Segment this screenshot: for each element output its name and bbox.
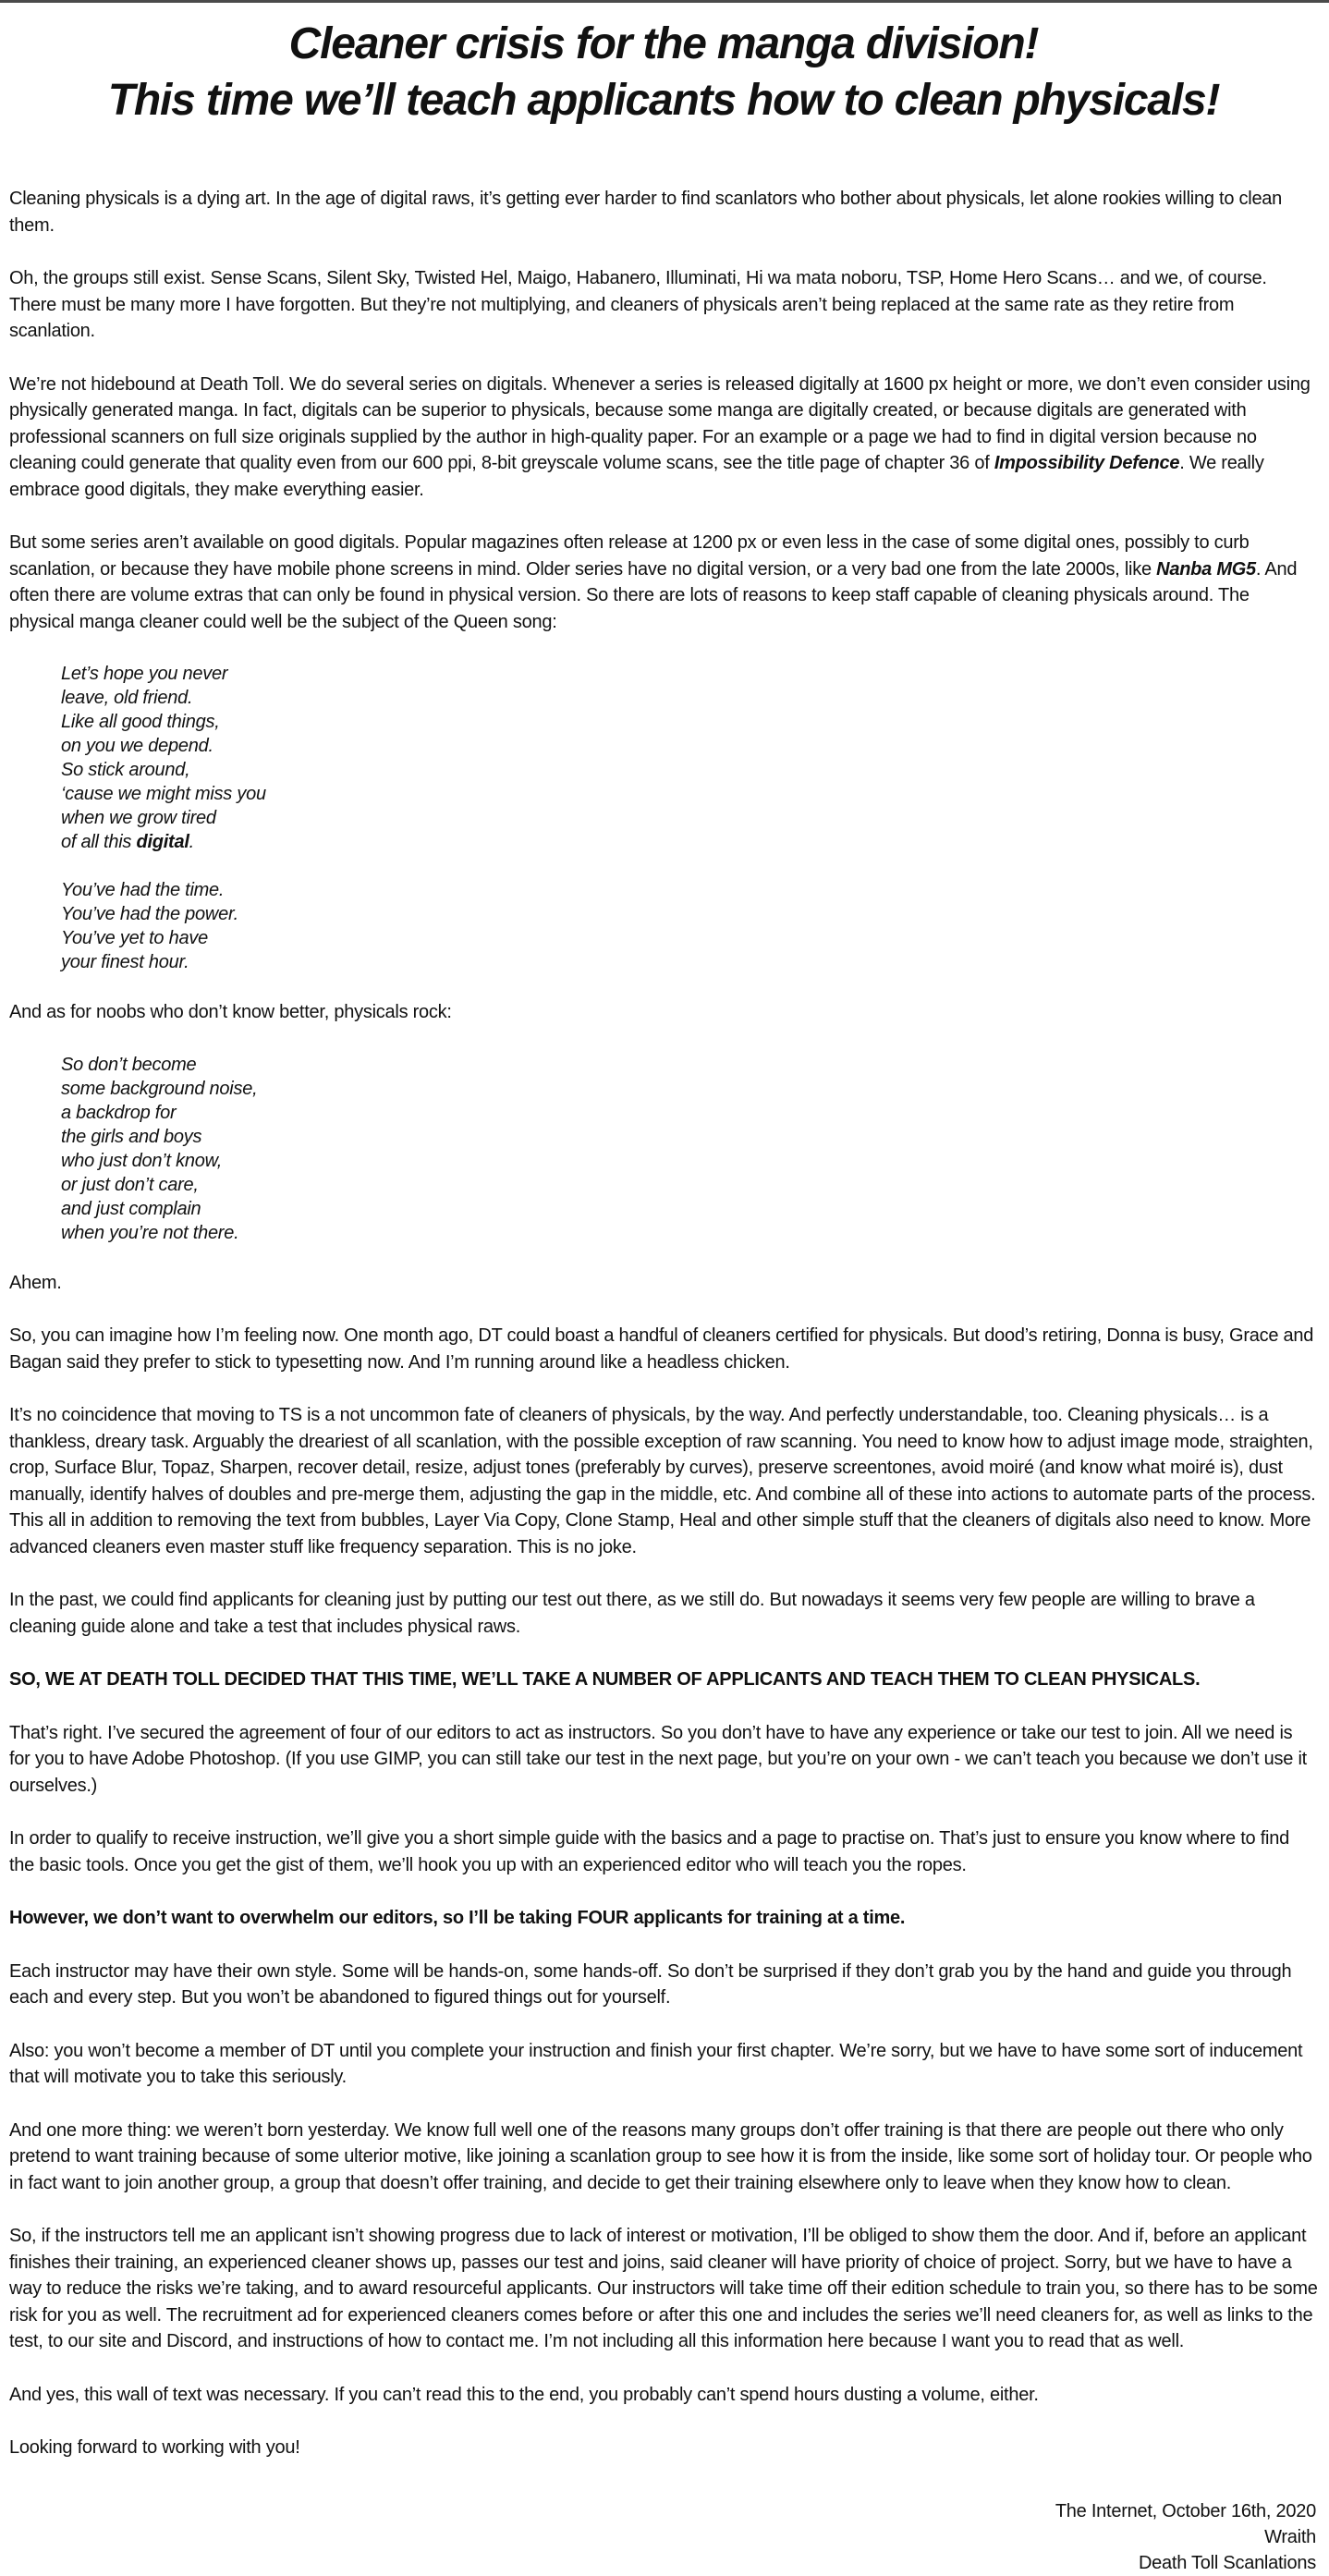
para-text: . We really embrace good digitals, they make everything easier.: [9, 453, 1264, 500]
queen-song-quote-1: [61, 662, 1318, 974]
poem-line: a backdrop for: [61, 1102, 177, 1123]
para-ahem: Ahem.: [9, 1272, 62, 1293]
para-text: We’re not hidebound at Death Toll. We do several series on digitals. Whenever a series is released digitally at 1600 px height or more, we don’t even consider using physically generated manga. In fact, digitals can be superior to physicals, because some manga are digitally created, or because digitals are generated with professional scanners on full size originals supplied by the author in high-quality paper. For an example or a page we had to find in digital version because no cleaning could generate that quality even from our 600 ppi, 8-bit greyscale volume scans, see the title page of chapter 36 of: [9, 373, 1311, 473]
page-title-line-1: Cleaner crisis for the manga division!: [288, 19, 1039, 68]
queen-song-quote-2: [61, 1053, 1318, 1245]
para-qualify-guide: In order to qualify to receive instruction, we’ll give you a short simple guide with the basics and a page to practise on. That’s just to ensure you know where to find the basic tools. Once you get the gist of them, we’ll hook you up with an experienced editor who will teach you the ropes.: [9, 1828, 1289, 1875]
emphasis-digital: digital: [136, 832, 189, 852]
document-page: [0, 3, 1329, 2576]
poem-text: .: [189, 832, 194, 852]
page-title: [9, 16, 1318, 128]
poem-line: You’ve had the time.: [61, 880, 225, 900]
series-title-impossibility-defence: Impossibility Defence: [994, 453, 1180, 473]
poem-line: Let’s hope you never: [61, 664, 228, 684]
poem-line: You’ve yet to have: [61, 928, 208, 948]
para-instructor-style: Each instructor may have their own style. Some will be hands-on, some hands-off. So don’t be surprised if they don’t grab you by the hand and guide you through each and every step. But you won’t be abandoned to figured things out for yourself.: [9, 1960, 1292, 2008]
poem-stanza: [61, 878, 1318, 974]
para-cleaning-skills: It’s no coincidence that moving to TS is a not uncommon fate of cleaners of physicals, by the way. And perfectly understandable, too. Cleaning physicals… is a thankless, dreary task. Arguably the dreariest of all scanlation, with the possible exception of raw scanning. You need to know how to adjust image mode, straighten, crop, Surface Blur, Topaz, Sharpen, recover detail, resize, adjust tones (preferably by curves), preserve screentones, avoid moiré (and know what moiré is), dust manually, identify halves of doubles and pre-merge them, adjusting the gap in the middle, etc. And combine all of these into actions to automate parts of the process. This all in addition to removing the text from bubbles, Layer Via Copy, Clone Stamp, Heal and other simple stuff that the cleaners of digitals also need to know. More advanced cleaners even master stuff like frequency separation. This is no joke.: [9, 1405, 1316, 1557]
poem-stanza: [61, 1053, 1318, 1245]
signature-block: [9, 2498, 1318, 2576]
announcement-teach-physicals: SO, WE AT DEATH TOLL DECIDED THAT THIS TIME, WE’LL TAKE A NUMBER OF APPLICANTS AND TEACH THEM TO CLEAN PHYSICALS.: [9, 1669, 1201, 1690]
poem-line: who just don’t know,: [61, 1150, 222, 1171]
para-text: . And often there are volume extras that can only be found in physical version. So there are lots of reasons to keep staff capable of cleaning physicals around. The physical manga cleaner could well be the subject of the Queen song:: [9, 558, 1298, 632]
poem-line: Like all good things,: [61, 712, 220, 732]
series-title-nanba-mg5: Nanba MG5: [1156, 558, 1256, 580]
para-groups-exist: Oh, the groups still exist. Sense Scans, Silent Sky, Twisted Hel, Maigo, Habanero, Illuminati, Hi wa mata noboru, TSP, Home Hero Scans… and we, of course. There must be many more I have forgotten. But they’re not multiplying, and cleaners of physicals aren’t being replaced at the same rate as they retire from scanlation.: [9, 268, 1267, 341]
poem-line: leave, old friend.: [61, 688, 193, 708]
poem-line: So don’t become: [61, 1054, 197, 1075]
page-title-line-2: This time we’ll teach applicants how to clean physicals!: [107, 76, 1220, 125]
poem-line: your finest hour.: [61, 952, 189, 972]
para-text: But some series aren’t available on good digitals. Popular magazines often release at 1200 px or even less in the case of some digital ones, possibly to curb scanlation, or because they have mobile phone screens in mind. Older series have no digital version, or a very bad one from the late 2000s, like: [9, 532, 1250, 580]
para-ulterior-motives: And one more thing: we weren’t born yesterday. We know full well one of the reasons many groups don’t offer training is that there are people out there who only pretend to want training because of some ulterior motive, like joining a scanlation group to see how it is from the inside, like some sort of holiday tour. Or people who in fact want to join another group, a group that doesn’t offer training, and decide to get their training elsewhere only to leave when they know how to clean.: [9, 2119, 1312, 2193]
poem-line: on you we depend.: [61, 736, 213, 756]
para-death-toll-digitals: [9, 372, 1318, 504]
signature-author: Wraith: [1264, 2526, 1316, 2547]
para-noobs-intro: And as for noobs who don’t know better, physicals rock:: [9, 1002, 452, 1022]
para-good-digitals-unavailable: [9, 530, 1318, 635]
poem-line: some background noise,: [61, 1078, 258, 1099]
para-feeling-now: So, you can imagine how I’m feeling now. One month ago, DT could boast a handful of cleaners certified for physicals. But dood’s retiring, Donna is busy, Grace and Bagan said they prefer to stick to typesetting now. And I’m running around like a headless chicken.: [9, 1325, 1314, 1373]
para-risks-and-priority: So, if the instructors tell me an applicant isn’t showing progress due to lack of interest or motivation, I’ll be obliged to show them the door. And if, before an applicant finishes their training, an experienced cleaner shows up, passes our test and joins, said cleaner will have priority of choice of project. Sorry, but we have to have a way to reduce the risks we’re taking, and to award resourceful applicants. Our instructors will take time off their edition schedule to train you, so there has to be some risk for you as well. The recruitment ad for experienced cleaners comes before or after this one and includes the series we’ll need cleaners for, as well as links to the test, to our site and Discord, and instructions of how to contact me. I’m not including all this information here because I want you to read that as well.: [9, 2226, 1318, 2351]
para-dying-art: Cleaning physicals is a dying art. In the age of digital raws, it’s getting ever harder to find scanlators who bother about physicals, let alone rookies willing to clean them.: [9, 189, 1283, 236]
poem-line: You’ve had the power.: [61, 904, 238, 924]
para-wall-of-text: And yes, this wall of text was necessary. If you can’t read this to the end, you probably can’t spend hours dusting a volume, either.: [9, 2384, 1039, 2405]
signature-date-place: The Internet, October 16th, 2020: [1055, 2500, 1316, 2521]
poem-line: or just don’t care,: [61, 1174, 199, 1195]
document-body: [9, 186, 1318, 2576]
para-membership-condition: Also: you won’t become a member of DT until you complete your instruction and finish your first chapter. We’re sorry, but we have to have some sort of inducement that will motivate you to take this seriously.: [9, 2040, 1303, 2087]
poem-stanza: [61, 662, 1318, 854]
poem-line: the girls and boys: [61, 1126, 202, 1147]
para-past-applicants: In the past, we could find applicants for cleaning just by putting our test out there, as we still do. But nowadays it seems very few people are willing to brave a cleaning guide alone and take a test that includes physical raws.: [9, 1590, 1255, 1637]
poem-line: ‘cause we might miss you: [61, 784, 266, 804]
poem-line: when we grow tired: [61, 808, 216, 828]
poem-line: So stick around,: [61, 760, 190, 780]
signature-group: Death Toll Scanlations: [1138, 2552, 1316, 2573]
poem-line: and just complain: [61, 1198, 201, 1219]
poem-text: of all this: [61, 832, 137, 852]
para-closing: Looking forward to working with you!: [9, 2437, 300, 2458]
poem-line: when you’re not there.: [61, 1222, 239, 1243]
announcement-four-applicants: However, we don’t want to overwhelm our editors, so I’ll be taking FOUR applicants for training at a time.: [9, 1908, 906, 1928]
para-instructors-secured: That’s right. I’ve secured the agreement of four of our editors to act as instructors. So you don’t have to have any experience or take our test to join. All we need is for you to have Adobe Photoshop. (If you use GIMP, you can still take our test in the next page, but you’re on your own - we can’t teach you because we don’t use it ourselves.): [9, 1722, 1307, 1796]
poem-line: [61, 830, 1318, 854]
